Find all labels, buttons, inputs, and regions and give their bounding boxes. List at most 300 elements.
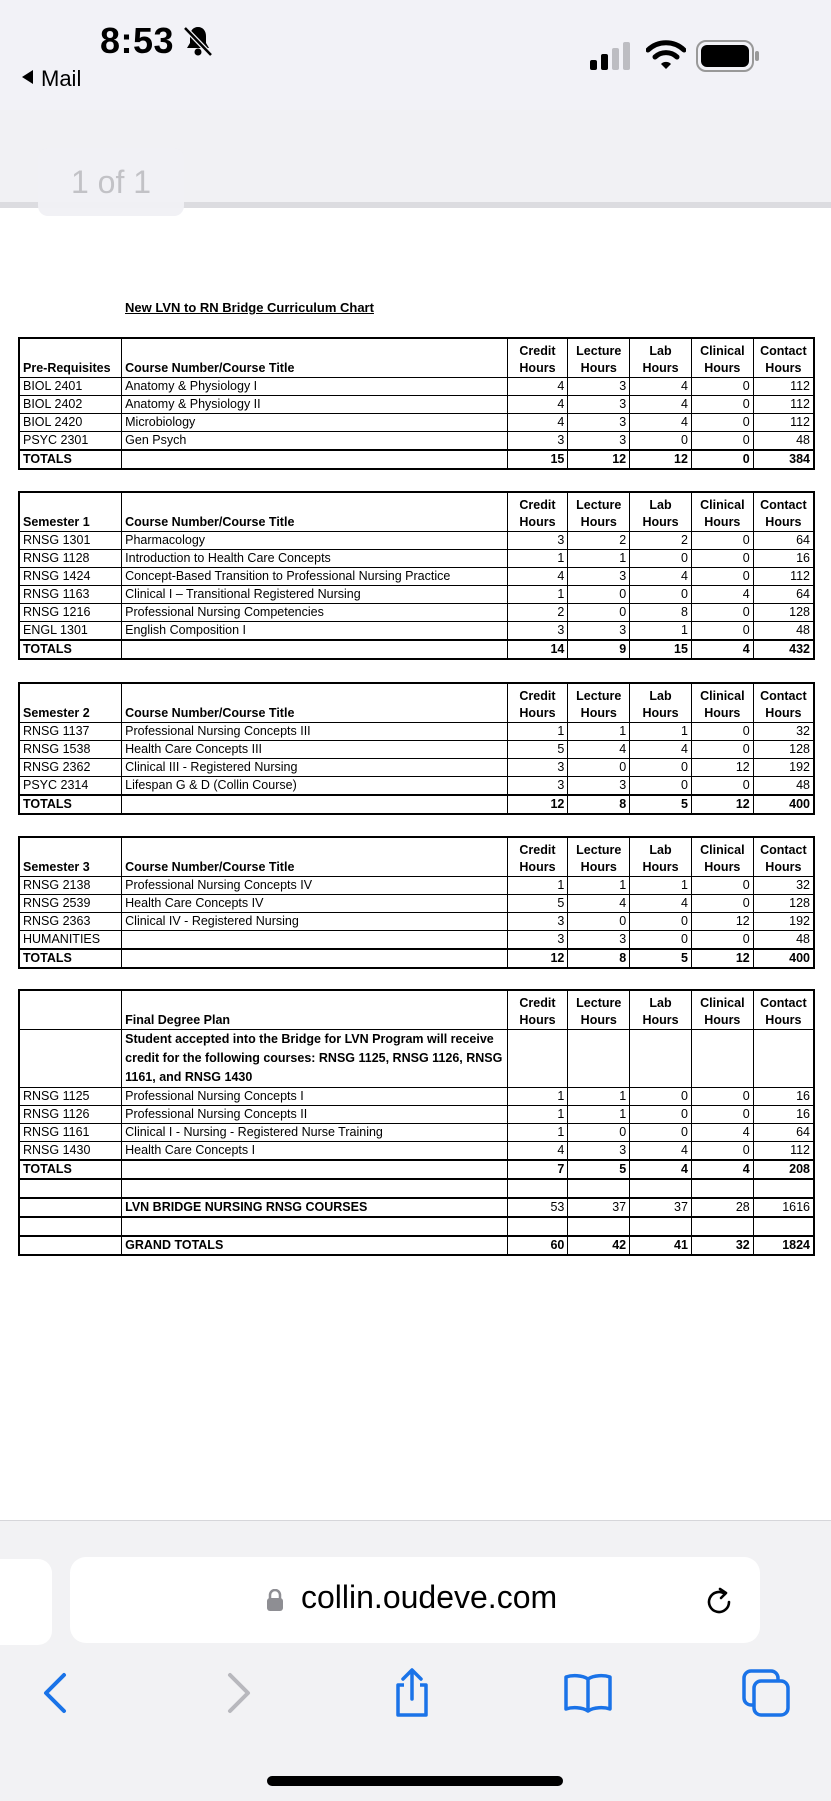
table-cell-number: 400 xyxy=(753,795,814,814)
table-row xyxy=(19,550,814,568)
table-cell-number: 4 xyxy=(507,1142,568,1161)
table-cell xyxy=(19,1198,122,1217)
table-cell-number: 32 xyxy=(753,723,814,741)
table-cell-number: 0 xyxy=(691,1142,753,1161)
tabs-icon[interactable] xyxy=(740,1667,792,1719)
table-row xyxy=(19,895,814,913)
status-time: 8:53 xyxy=(100,20,175,61)
table-cell xyxy=(691,1030,753,1088)
table-cell-number: 48 xyxy=(753,777,814,796)
table-cell: ENGL 1301 xyxy=(19,622,122,641)
bridge-totals-row xyxy=(19,1198,814,1217)
table-cell: RNSG 2539 xyxy=(19,895,122,913)
table-cell-number: 0 xyxy=(691,414,753,432)
table-cell: TOTALS xyxy=(19,1160,122,1179)
table-cell: HUMANITIES xyxy=(19,931,122,950)
table-cell xyxy=(19,1217,122,1236)
table-cell-number: Lecture Hours xyxy=(568,990,630,1030)
url-text: collin.oudeve.com xyxy=(301,1579,558,1615)
table-cell-number: 0 xyxy=(630,759,692,777)
back-to-app-link[interactable] xyxy=(22,66,81,92)
table-cell-number: Lecture Hours xyxy=(568,837,630,877)
address-bar[interactable] xyxy=(70,1557,760,1643)
table-cell: BIOL 2420 xyxy=(19,414,122,432)
table-cell-number: 1 xyxy=(568,723,630,741)
table-row xyxy=(19,432,814,451)
table-cell-number: 1 xyxy=(568,877,630,895)
table-cell-number: 1 xyxy=(507,877,568,895)
table-cell-number: 41 xyxy=(630,1236,692,1255)
table-cell-number: 3 xyxy=(568,432,630,451)
table-cell-number: 16 xyxy=(753,1106,814,1124)
table-cell: Health Care Concepts IV xyxy=(122,895,507,913)
table-cell-number: 12 xyxy=(507,795,568,814)
table-cell: English Composition I xyxy=(122,622,507,641)
table-cell: RNSG 1424 xyxy=(19,568,122,586)
document-viewer[interactable] xyxy=(0,110,831,1520)
table-cell-number: 4 xyxy=(507,378,568,396)
table-cell: Professional Nursing Concepts III xyxy=(122,723,507,741)
table-cell: Pharmacology xyxy=(122,532,507,550)
table-cell: RNSG 1216 xyxy=(19,604,122,622)
table-cell: BIOL 2401 xyxy=(19,378,122,396)
table-cell-number: 0 xyxy=(691,895,753,913)
table-cell-number: 4 xyxy=(691,586,753,604)
table-cell: Clinical III - Registered Nursing xyxy=(122,759,507,777)
table-row xyxy=(19,741,814,759)
table-cell-number: 1 xyxy=(630,877,692,895)
table-cell: Course Number/Course Title xyxy=(122,492,507,532)
table-row xyxy=(19,931,814,950)
table-cell: Concept-Based Transition to Professional Nursing Practice xyxy=(122,568,507,586)
table-cell: PSYC 2301 xyxy=(19,432,122,451)
table-row xyxy=(19,913,814,931)
signal-icon xyxy=(590,42,634,70)
table-cell-number: 112 xyxy=(753,378,814,396)
table-cell-number: 112 xyxy=(753,414,814,432)
table-cell: TOTALS xyxy=(19,640,122,659)
clinical-header: Clinical Hours xyxy=(691,338,753,378)
table-cell-number: Lecture Hours xyxy=(568,492,630,532)
table-row xyxy=(19,414,814,432)
table-cell-number: 112 xyxy=(753,1142,814,1161)
table-cell-number: 32 xyxy=(691,1236,753,1255)
final-plan-note: Student accepted into the Bridge for LVN Program will receive credit for the following courses: RNSG 1125, RNSG 1126, RNSG 1161, and RNSG 1430 xyxy=(122,1030,507,1088)
table-cell-number: 28 xyxy=(691,1198,753,1217)
table-cell: GRAND TOTALS xyxy=(122,1236,507,1255)
table-cell-number: 8 xyxy=(630,604,692,622)
table-cell-number: 48 xyxy=(753,931,814,950)
table-cell xyxy=(122,1179,507,1198)
table-cell-number: Clinical Hours xyxy=(691,837,753,877)
table-cell-number: Clinical Hours xyxy=(691,492,753,532)
table-cell-number: 3 xyxy=(568,378,630,396)
table-cell-number: 3 xyxy=(568,931,630,950)
table-row xyxy=(19,1088,814,1106)
totals-row xyxy=(19,1160,814,1179)
table-cell-number: 3 xyxy=(568,414,630,432)
table-cell-number: 12 xyxy=(630,450,692,469)
table-cell-number: 0 xyxy=(691,550,753,568)
table-cell-number: 0 xyxy=(630,931,692,950)
table-cell xyxy=(19,990,122,1030)
table-cell: Health Care Concepts I xyxy=(122,1142,507,1161)
table-cell-number: 400 xyxy=(753,949,814,968)
section-label: Pre-Requisites xyxy=(19,338,122,378)
table-cell-number: Contact Hours xyxy=(753,837,814,877)
table-cell-number: 0 xyxy=(691,1088,753,1106)
table-cell-number: 3 xyxy=(568,568,630,586)
table-cell-number: 4 xyxy=(691,1160,753,1179)
table-cell xyxy=(753,1030,814,1088)
table-cell-number: 5 xyxy=(507,741,568,759)
table-cell: RNSG 1430 xyxy=(19,1142,122,1161)
table-cell: Professional Nursing Concepts I xyxy=(122,1088,507,1106)
grand-totals-row xyxy=(19,1236,814,1255)
table-cell-number: 0 xyxy=(691,931,753,950)
prerequisites-table xyxy=(18,337,815,470)
table-cell-number: 64 xyxy=(753,586,814,604)
table-cell: TOTALS xyxy=(19,450,122,469)
table-cell: RNSG 1137 xyxy=(19,723,122,741)
table-cell: RNSG 2138 xyxy=(19,877,122,895)
table-row xyxy=(19,604,814,622)
table-cell-number: 4 xyxy=(507,396,568,414)
table-cell-number: 37 xyxy=(630,1198,692,1217)
table-cell-number: 3 xyxy=(568,777,630,796)
table-cell: TOTALS xyxy=(19,795,122,814)
table-cell-number: Contact Hours xyxy=(753,990,814,1030)
document-title: New LVN to RN Bridge Curriculum Chart xyxy=(125,300,374,315)
home-indicator xyxy=(267,1776,563,1786)
table-cell: RNSG 1161 xyxy=(19,1124,122,1142)
table-cell-number: 0 xyxy=(630,1088,692,1106)
table-cell-number: Lab Hours xyxy=(630,683,692,723)
table-cell-number: Credit Hours xyxy=(507,990,568,1030)
table-cell-number: 12 xyxy=(568,450,630,469)
table-cell-number: 32 xyxy=(753,877,814,895)
table-cell-number: 112 xyxy=(753,568,814,586)
table-cell-number: 16 xyxy=(753,550,814,568)
final-plan-note-row xyxy=(19,1030,814,1088)
table-cell-number: 16 xyxy=(753,1088,814,1106)
table-cell: Gen Psych xyxy=(122,432,507,451)
table-cell: RNSG 2362 xyxy=(19,759,122,777)
table-cell xyxy=(568,1030,630,1088)
table-row xyxy=(19,378,814,396)
contact-header: Contact Hours xyxy=(753,338,814,378)
table-cell xyxy=(630,1179,692,1198)
table-cell-number: 0 xyxy=(691,532,753,550)
table-cell-number: 4 xyxy=(630,414,692,432)
forward-icon[interactable] xyxy=(212,1667,264,1719)
table-cell xyxy=(122,949,507,968)
table-cell xyxy=(19,1030,122,1088)
table-cell-number: 1 xyxy=(568,1088,630,1106)
table-cell-number: Clinical Hours xyxy=(691,683,753,723)
table-cell-number: 0 xyxy=(691,723,753,741)
table-cell-number: 112 xyxy=(753,396,814,414)
table-cell-number: 1 xyxy=(507,586,568,604)
table-cell-number: 15 xyxy=(507,450,568,469)
table-cell-number: Lecture Hours xyxy=(568,683,630,723)
table-cell-number: Lab Hours xyxy=(630,837,692,877)
table-header-row xyxy=(19,338,814,378)
course-title-header: Course Number/Course Title xyxy=(122,338,507,378)
reload-icon[interactable] xyxy=(702,1585,736,1619)
table-cell-number: 48 xyxy=(753,432,814,451)
lock-icon xyxy=(266,1589,284,1611)
table-cell-number: 12 xyxy=(507,949,568,968)
credit-header: Credit Hours xyxy=(507,338,568,378)
table-cell-number: 5 xyxy=(630,795,692,814)
table-cell-number: 64 xyxy=(753,1124,814,1142)
table-cell-number: 3 xyxy=(507,777,568,796)
table-cell-number: 4 xyxy=(630,1142,692,1161)
blank-row xyxy=(19,1217,814,1236)
table-row xyxy=(19,396,814,414)
table-cell xyxy=(507,1030,568,1088)
battery-icon xyxy=(696,40,760,72)
table-row xyxy=(19,1124,814,1142)
totals-row xyxy=(19,640,814,659)
table-cell-number: 192 xyxy=(753,759,814,777)
table-cell xyxy=(753,1217,814,1236)
table-cell-number: 0 xyxy=(568,586,630,604)
final-degree-plan-table xyxy=(18,989,815,1256)
table-cell-number: 1 xyxy=(630,622,692,641)
table-cell xyxy=(122,640,507,659)
table-cell-number: 48 xyxy=(753,622,814,641)
table-cell-number: 0 xyxy=(630,777,692,796)
table-cell-number: 0 xyxy=(691,432,753,451)
table-header-row xyxy=(19,990,814,1030)
table-cell-number: 1 xyxy=(568,1106,630,1124)
table-cell: RNSG 1538 xyxy=(19,741,122,759)
table-cell xyxy=(507,1217,568,1236)
table-cell-number: Contact Hours xyxy=(753,492,814,532)
table-cell-number: 4 xyxy=(568,895,630,913)
table-cell xyxy=(630,1030,692,1088)
table-cell-number: 42 xyxy=(568,1236,630,1255)
table-cell: RNSG 2363 xyxy=(19,913,122,931)
totals-row xyxy=(19,450,814,469)
totals-row xyxy=(19,949,814,968)
table-cell-number: 12 xyxy=(691,949,753,968)
page-indicator: 1 of 1 xyxy=(38,148,184,216)
table-cell-number: 12 xyxy=(691,913,753,931)
table-cell-number: 4 xyxy=(691,640,753,659)
table-cell-number: 5 xyxy=(568,1160,630,1179)
table-cell-number: 0 xyxy=(691,568,753,586)
table-row xyxy=(19,723,814,741)
table-cell: Introduction to Health Care Concepts xyxy=(122,550,507,568)
table-cell-number: 4 xyxy=(630,895,692,913)
table-cell-number: 8 xyxy=(568,949,630,968)
table-cell-number: 208 xyxy=(753,1160,814,1179)
table-cell-number: 37 xyxy=(568,1198,630,1217)
table-cell: Professional Nursing Concepts II xyxy=(122,1106,507,1124)
table-cell-number: 0 xyxy=(691,877,753,895)
table-cell-number: 4 xyxy=(630,396,692,414)
table-cell xyxy=(122,1160,507,1179)
table-cell xyxy=(19,1179,122,1198)
section-label: Semester 1 xyxy=(19,492,122,532)
table-cell-number: 4 xyxy=(630,568,692,586)
table-row xyxy=(19,1106,814,1124)
table-cell-number: 0 xyxy=(568,604,630,622)
table-cell-number: 64 xyxy=(753,532,814,550)
table-cell-number: Credit Hours xyxy=(507,683,568,723)
previous-tab-preview[interactable] xyxy=(0,1559,52,1645)
browser-toolbar xyxy=(0,1520,831,1801)
table-cell xyxy=(753,1179,814,1198)
table-cell-number: Credit Hours xyxy=(507,492,568,532)
table-cell: Anatomy & Physiology II xyxy=(122,396,507,414)
table-cell xyxy=(507,1179,568,1198)
table-cell-number: Credit Hours xyxy=(507,837,568,877)
table-row xyxy=(19,759,814,777)
table-cell-number: 4 xyxy=(630,1160,692,1179)
back-icon[interactable] xyxy=(30,1667,82,1719)
table-cell-number: 0 xyxy=(691,1106,753,1124)
table-cell xyxy=(122,1217,507,1236)
table-cell-number: 2 xyxy=(630,532,692,550)
table-cell: Course Number/Course Title xyxy=(122,837,507,877)
table-row xyxy=(19,1142,814,1161)
table-cell-number: 1 xyxy=(507,1106,568,1124)
semester-1-table xyxy=(18,491,815,660)
table-cell-number: 0 xyxy=(630,1106,692,1124)
table-cell-number: 14 xyxy=(507,640,568,659)
table-header-row xyxy=(19,683,814,723)
table-cell-number: 3 xyxy=(507,432,568,451)
table-cell: Professional Nursing Competencies xyxy=(122,604,507,622)
table-cell xyxy=(122,931,507,950)
table-header-row xyxy=(19,492,814,532)
back-app-label: Mail xyxy=(41,66,82,91)
table-cell: Health Care Concepts III xyxy=(122,741,507,759)
table-cell-number: 1616 xyxy=(753,1198,814,1217)
bookmarks-icon[interactable] xyxy=(562,1667,614,1719)
table-cell: RNSG 1128 xyxy=(19,550,122,568)
table-cell-number: 0 xyxy=(568,1124,630,1142)
table-cell-number: 1 xyxy=(507,723,568,741)
table-cell: Professional Nursing Concepts IV xyxy=(122,877,507,895)
status-bar xyxy=(0,0,831,110)
table-cell-number: 4 xyxy=(568,741,630,759)
table-cell-number: 53 xyxy=(507,1198,568,1217)
table-cell: RNSG 1163 xyxy=(19,586,122,604)
table-row xyxy=(19,622,814,641)
table-cell-number: 12 xyxy=(691,759,753,777)
table-cell: Anatomy & Physiology I xyxy=(122,378,507,396)
semester-2-table xyxy=(18,682,815,815)
table-header-row xyxy=(19,837,814,877)
table-cell-number: 0 xyxy=(691,622,753,641)
bell-slash-icon xyxy=(182,24,214,58)
table-row xyxy=(19,532,814,550)
table-row xyxy=(19,568,814,586)
table-cell-number: 3 xyxy=(507,759,568,777)
table-cell-number: 2 xyxy=(568,532,630,550)
table-cell: Clinical IV - Registered Nursing xyxy=(122,913,507,931)
section-label: Semester 3 xyxy=(19,837,122,877)
table-cell-number: 128 xyxy=(753,895,814,913)
table-cell-number: 432 xyxy=(753,640,814,659)
back-triangle-icon xyxy=(22,70,33,84)
table-cell-number: 4 xyxy=(630,741,692,759)
table-cell-number: 1824 xyxy=(753,1236,814,1255)
table-cell-number: 0 xyxy=(691,450,753,469)
table-cell: LVN BRIDGE NURSING RNSG COURSES xyxy=(122,1198,507,1217)
table-cell-number: 384 xyxy=(753,450,814,469)
table-cell-number: 0 xyxy=(568,913,630,931)
table-cell-number: 1 xyxy=(630,723,692,741)
table-cell xyxy=(691,1217,753,1236)
table-cell xyxy=(568,1217,630,1236)
table-cell-number: 5 xyxy=(507,895,568,913)
lab-header: Lab Hours xyxy=(630,338,692,378)
table-cell xyxy=(122,450,507,469)
table-cell-number: 1 xyxy=(507,1124,568,1142)
table-cell-number: 1 xyxy=(568,550,630,568)
table-cell-number: 12 xyxy=(691,795,753,814)
table-cell: RNSG 1301 xyxy=(19,532,122,550)
table-cell-number: 4 xyxy=(691,1124,753,1142)
share-icon[interactable] xyxy=(386,1667,438,1719)
table-cell: Clinical I - Nursing - Registered Nurse Training xyxy=(122,1124,507,1142)
table-cell-number: 4 xyxy=(507,568,568,586)
table-cell-number: 5 xyxy=(630,949,692,968)
table-cell: Clinical I – Transitional Registered Nursing xyxy=(122,586,507,604)
table-cell: Microbiology xyxy=(122,414,507,432)
table-cell-number: 0 xyxy=(691,396,753,414)
table-cell-number: 7 xyxy=(507,1160,568,1179)
table-cell-number: Contact Hours xyxy=(753,683,814,723)
lecture-header: Lecture Hours xyxy=(568,338,630,378)
table-cell: TOTALS xyxy=(19,949,122,968)
table-cell-number: 1 xyxy=(507,550,568,568)
table-cell-number: 3 xyxy=(507,931,568,950)
wifi-icon xyxy=(646,40,686,70)
table-cell-number: 0 xyxy=(568,759,630,777)
table-row xyxy=(19,877,814,895)
table-cell xyxy=(19,1236,122,1255)
table-cell: Lifespan G & D (Collin Course) xyxy=(122,777,507,796)
blank-row xyxy=(19,1179,814,1198)
table-cell xyxy=(691,1179,753,1198)
semester-3-table xyxy=(18,836,815,969)
table-row xyxy=(19,586,814,604)
table-cell-number: 9 xyxy=(568,640,630,659)
table-cell-number: 0 xyxy=(691,378,753,396)
table-cell: PSYC 2314 xyxy=(19,777,122,796)
table-cell-number: 8 xyxy=(568,795,630,814)
table-cell-number: Clinical Hours xyxy=(691,990,753,1030)
totals-row xyxy=(19,795,814,814)
table-cell-number: 0 xyxy=(691,741,753,759)
table-cell-number: 60 xyxy=(507,1236,568,1255)
table-cell-number: Lab Hours xyxy=(630,492,692,532)
table-row xyxy=(19,777,814,796)
table-cell-number: 0 xyxy=(630,432,692,451)
table-cell: RNSG 1125 xyxy=(19,1088,122,1106)
table-cell-number: 3 xyxy=(507,913,568,931)
table-cell-number: 0 xyxy=(630,1124,692,1142)
table-cell-number: 4 xyxy=(507,414,568,432)
table-cell-number: 4 xyxy=(630,378,692,396)
